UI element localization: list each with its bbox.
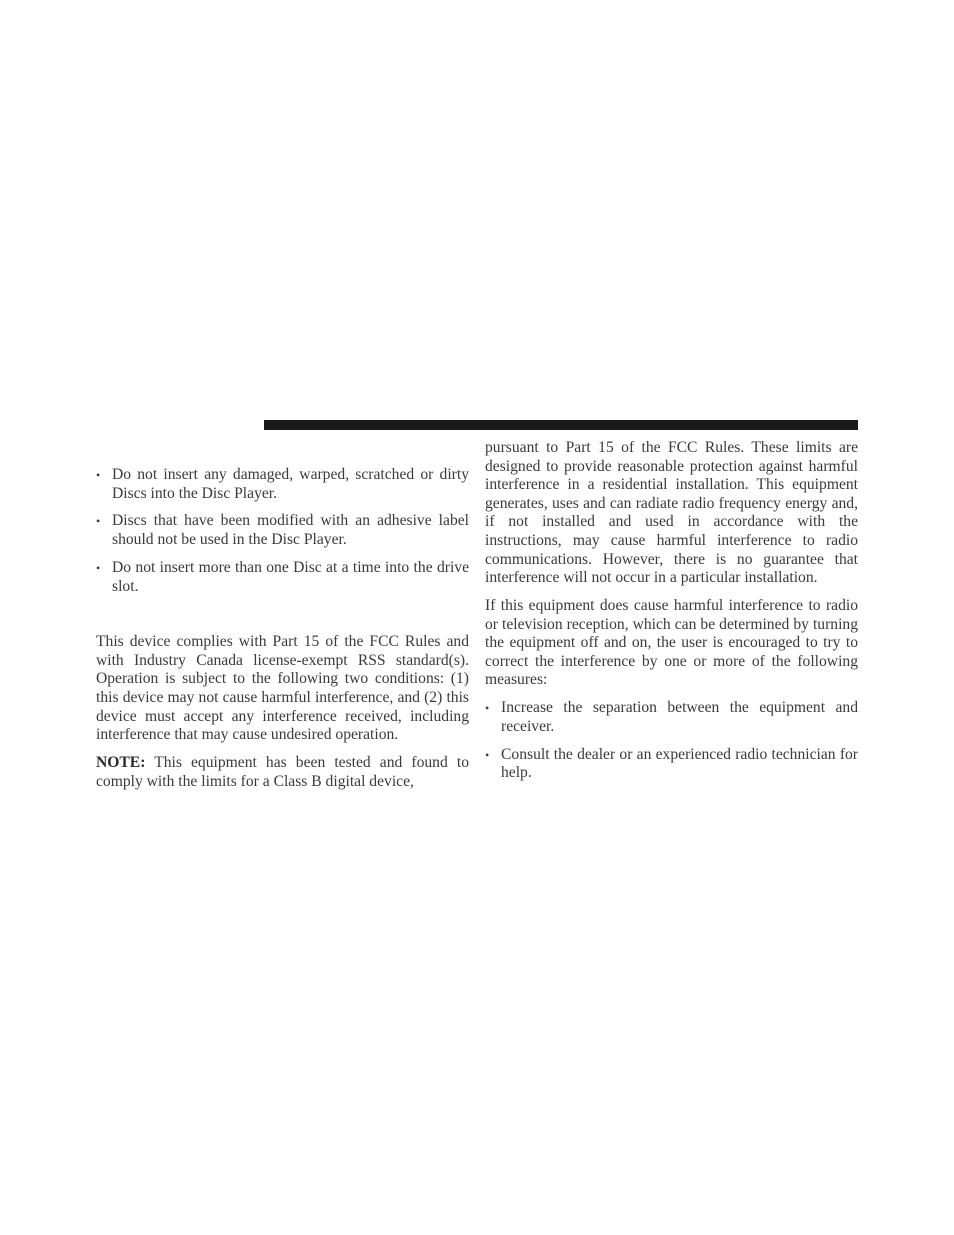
note-text: This equipment has been tested and found to comply with the limits for a Class B digital device, xyxy=(96,754,469,790)
bullet-icon: • xyxy=(96,560,101,575)
list-item-text: Do not insert more than one Disc at a time into the drive slot. xyxy=(112,558,469,595)
fcc-limits-paragraph: pursuant to Part 15 of the FCC Rules. These limits are designed to provide reasonable protection against harmful interference in a residential installation. This equipment generates, uses and can radiate radio frequency energy and, if not installed and used in accordance with the instructions, may cause harmful interference to radio communications. However, there is no guarantee that interference will not occur in a particular installation. xyxy=(485,439,858,587)
left-column xyxy=(96,466,469,801)
note-label: NOTE: xyxy=(96,754,146,772)
fcc-compliance-paragraph: This device complies with Part 15 of the FCC Rules and with Industry Canada license-exempt RSS standard(s). Operation is subject to the following two conditions: (1) this device may not cause harmful interference, and (2) this device must accept any interference received, including interference that may cause undesired operation. xyxy=(96,633,469,744)
list-item xyxy=(485,699,858,736)
bullet-icon: • xyxy=(485,747,490,762)
list-item xyxy=(96,466,469,503)
bullet-icon: • xyxy=(485,701,490,716)
list-item-text: Discs that have been modified with an adhesive label should not be used in the Disc Player. xyxy=(112,512,469,549)
list-item-text: Do not insert any damaged, warped, scratched or dirty Discs into the Disc Player. xyxy=(112,466,469,502)
bullet-icon: • xyxy=(96,468,101,482)
list-item xyxy=(96,512,469,549)
interference-measures-list xyxy=(485,699,858,783)
list-item xyxy=(485,746,858,783)
right-column xyxy=(485,439,858,783)
interference-paragraph: If this equipment does cause harmful interference to radio or television reception, which can be determined by turning the equipment off and on, the user is encouraged to try to correct the interference by one or more of the following measures: xyxy=(485,597,858,689)
section-divider-bar xyxy=(264,420,858,430)
list-item xyxy=(96,559,469,596)
list-item-text: Increase the separation between the equipment and receiver. xyxy=(501,699,858,735)
list-item-text: Consult the dealer or an experienced radio technician for help. xyxy=(501,745,858,782)
note-paragraph xyxy=(96,754,469,791)
bullet-icon: • xyxy=(96,514,101,529)
disc-precautions-list xyxy=(96,466,469,596)
